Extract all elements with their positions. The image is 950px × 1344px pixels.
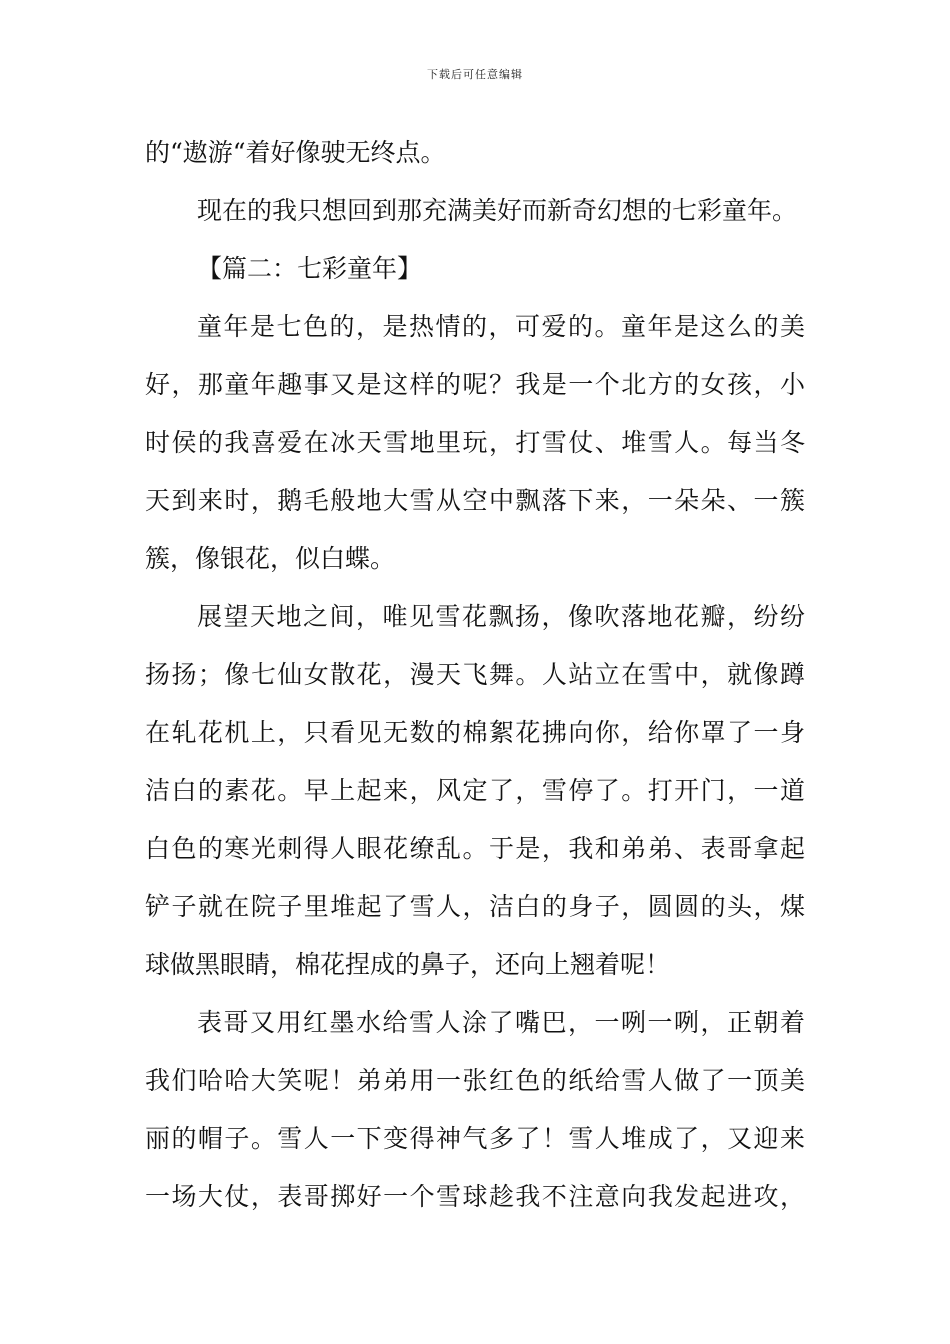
page-header: 下载后可任意编辑	[427, 68, 523, 81]
text-line: 现在的我只想回到那充满美好而新奇幻想的七彩童年。	[197, 196, 798, 225]
text-line: 一场大仗，表哥掷好一个雪球趁我不注意向我发起进攻，	[145, 1182, 805, 1211]
section-heading: 【篇二：七彩童年】	[197, 254, 423, 283]
text-line: 簇，像银花，似白蝶。	[145, 544, 396, 573]
text-line: 展望天地之间，唯见雪花飘扬，像吹落地花瓣，纷纷	[197, 602, 805, 631]
text-line: 我们哈哈大笑呢！弟弟用一张红色的纸给雪人做了一顶美	[145, 1066, 805, 1095]
text-line: 时侯的我喜爱在冰天雪地里玩，打雪仗、堆雪人。每当冬	[145, 428, 805, 457]
text-line: 童年是七色的，是热情的，可爱的。童年是这么的美	[197, 312, 805, 341]
text-line: 白色的寒光刺得人眼花缭乱。于是，我和弟弟、表哥拿起	[145, 834, 805, 863]
text-line: 球做黑眼睛，棉花捏成的鼻子，还向上翘着呢！	[145, 950, 671, 979]
text-line: 洁白的素花。早上起来，风定了，雪停了。打开门，一道	[145, 776, 805, 805]
text-line: 好，那童年趣事又是这样的呢？我是一个北方的女孩，小	[145, 370, 805, 399]
text-line: 扬扬；像七仙女散花，漫天飞舞。人站立在雪中，就像蹲	[145, 660, 805, 689]
text-line: 在轧花机上，只看见无数的棉絮花拂向你，给你罩了一身	[145, 718, 805, 747]
text-line: 天到来时，鹅毛般地大雪从空中飘落下来，一朵朵、一簇	[145, 486, 805, 515]
text-line: 的“遨游“着好像驶无终点。	[145, 138, 446, 167]
text-line: 丽的帽子。雪人一下变得神气多了！雪人堆成了，又迎来	[145, 1124, 805, 1153]
text-line: 铲子就在院子里堆起了雪人，洁白的身子，圆圆的头，煤	[145, 892, 805, 921]
text-line: 表哥又用红墨水给雪人涂了嘴巴，一咧一咧，正朝着	[197, 1008, 805, 1037]
document-body	[145, 124, 805, 1226]
